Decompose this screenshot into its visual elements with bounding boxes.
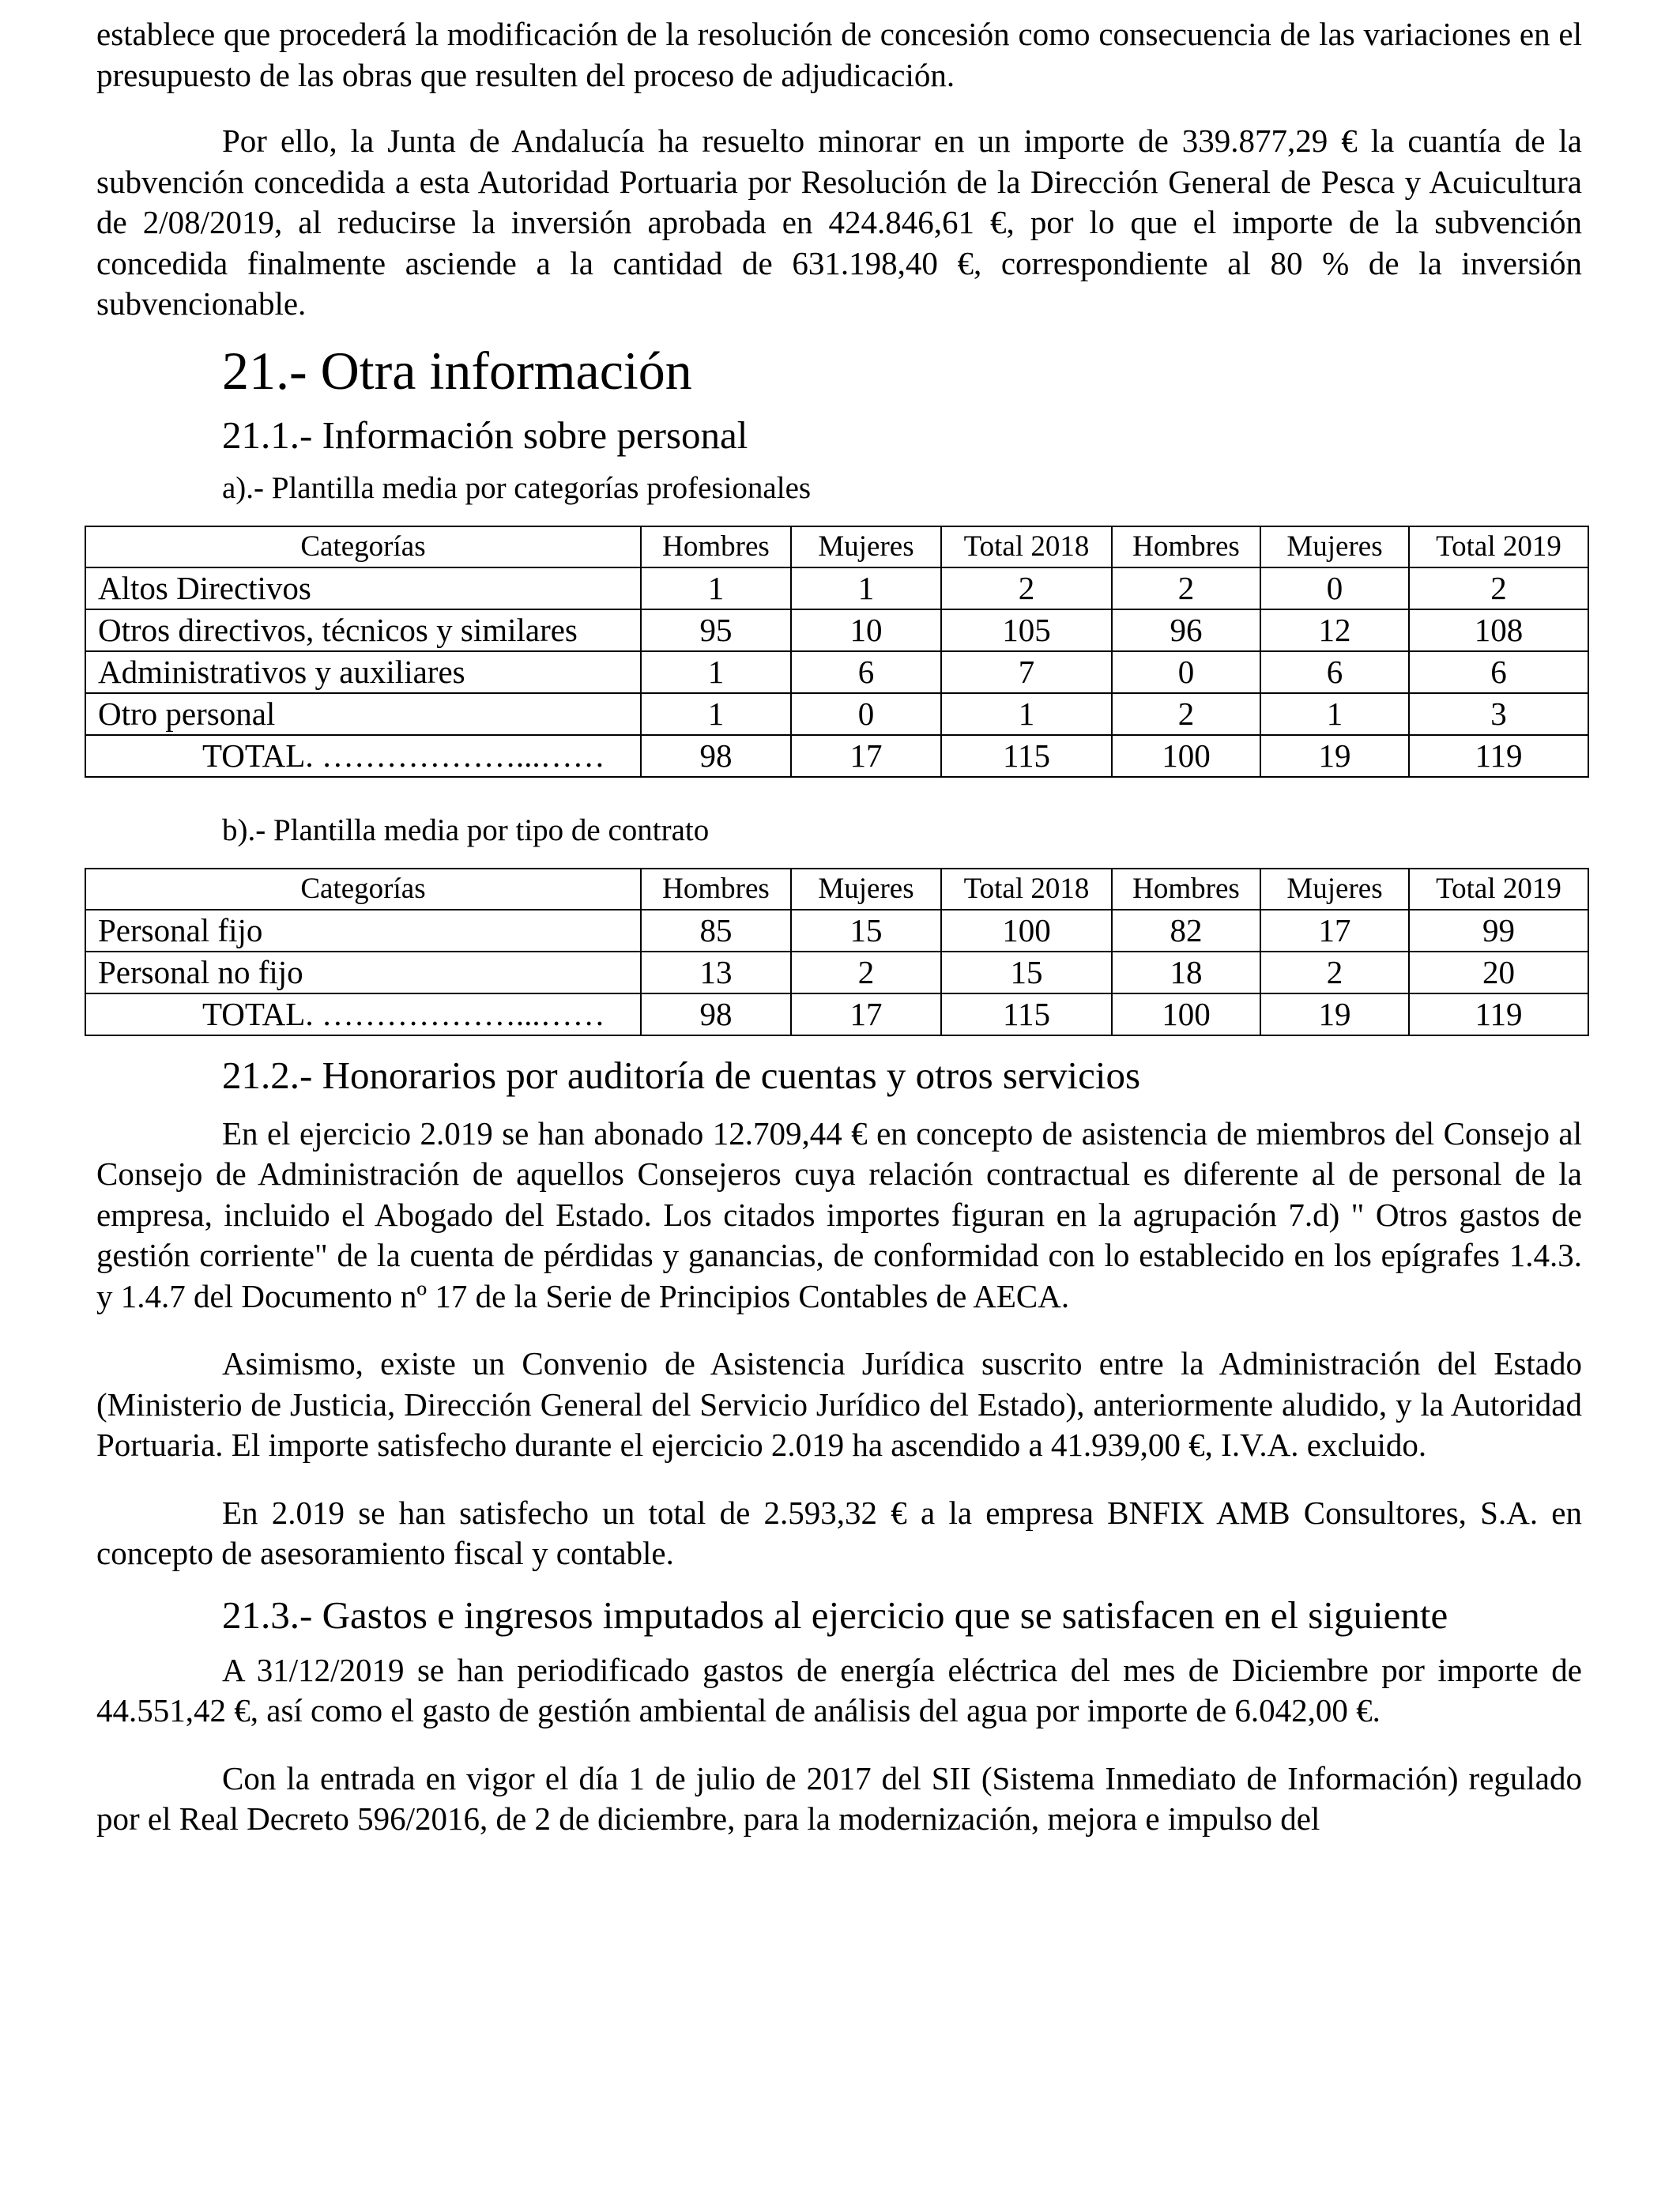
value-cell: 2 [1260,952,1409,993]
header-cell: Categorías [85,526,641,567]
category-cell: Otro personal [85,693,641,735]
header-cell: Hombres [641,526,791,567]
total-value-cell: 19 [1260,735,1409,777]
table-row [85,910,1588,952]
table-row [85,567,1588,609]
total-value-cell: 115 [941,993,1112,1035]
value-cell: 82 [1112,910,1260,952]
value-cell: 0 [1112,651,1260,693]
table-row [85,651,1588,693]
category-cell: Personal no fijo [85,952,641,993]
value-cell: 2 [791,952,941,993]
value-cell: 1 [941,693,1112,735]
total-value-cell: 100 [1112,735,1260,777]
header-cell: Mujeres [791,869,941,910]
table-total-row [85,735,1588,777]
header-cell: Mujeres [1260,869,1409,910]
paragraph-periodificacion: A 31/12/2019 se han periodificado gastos de energía eléctrica del mes de Diciembre por importe de 44.551,42 €, así como el gasto de gestión ambiental de análisis del agua por importe de 6.042,00 €. [96,1651,1582,1728]
table-row [85,693,1588,735]
table-a-caption: a).- Plantilla media por categorías profesionales [222,470,812,505]
category-cell: Personal fijo [85,910,641,952]
value-cell: 17 [1260,910,1409,952]
subsection-heading-21-1: 21.1.- Información sobre personal [222,413,748,457]
value-cell: 15 [941,952,1112,993]
value-cell: 95 [641,609,791,651]
value-cell: 6 [1409,651,1588,693]
value-cell: 18 [1112,952,1260,993]
table-header-row [85,526,1588,567]
value-cell: 10 [791,609,941,651]
value-cell: 15 [791,910,941,952]
value-cell: 100 [941,910,1112,952]
paragraph-intro: establece que procederá la modificación de la resolución de concesión como consecuencia de las variaciones en el presupuesto de las obras que resulten del proceso de adjudicación. [96,16,1582,93]
value-cell: 2 [1112,693,1260,735]
total-value-cell: 119 [1409,735,1588,777]
value-cell: 2 [1409,567,1588,609]
total-value-cell: 17 [791,735,941,777]
value-cell: 3 [1409,693,1588,735]
value-cell: 6 [791,651,941,693]
table-row [85,609,1588,651]
total-label-cell: TOTAL. ………………...…… [85,993,641,1035]
value-cell: 2 [941,567,1112,609]
paragraph-honorarios-consejo: En el ejercicio 2.019 se han abonado 12.709,44 € en concepto de asistencia de miembros del Consejo al Consejo de Administración de aquellos Consejeros cuya relación contractual es diferente al de personal de la empresa, incluido el Abogado del Estado. Los citados importes figuran en la agrupación 7.d) " Otros gastos de gestión corriente" de la cuenta de pérdidas y ganancias, de conformidad con lo establecido en los epígrafes 1.4.3. y 1.4.7 del Documento nº 17 de la Serie de Principios Contables de AECA. [96,1114,1582,1314]
header-cell: Total 2019 [1409,526,1588,567]
table-header-row [85,869,1588,910]
header-cell: Mujeres [1260,526,1409,567]
header-cell: Hombres [1112,869,1260,910]
table-row [85,952,1588,993]
paragraph-convenio-juridico: Asimismo, existe un Convenio de Asistencia Jurídica suscrito entre la Administración del Estado (Ministerio de Justicia, Dirección General del Servicio Jurídico del Estado), anteriormente aludido, y la Autoridad Portuaria. El importe satisfecho durante el ejercicio 2.019 ha ascendido a 41.939,00 €, I.V.A. excluido. [96,1345,1582,1463]
total-value-cell: 98 [641,993,791,1035]
table-plantilla-contrato [85,868,1589,1036]
header-cell: Total 2018 [941,869,1112,910]
header-cell: Hombres [641,869,791,910]
total-value-cell: 119 [1409,993,1588,1035]
value-cell: 1 [1260,693,1409,735]
value-cell: 7 [941,651,1112,693]
value-cell: 2 [1112,567,1260,609]
total-value-cell: 98 [641,735,791,777]
total-value-cell: 100 [1112,993,1260,1035]
document-page [96,14,1582,1840]
subsection-heading-21-2: 21.2.- Honorarios por auditoría de cuentas y otros servicios [222,1053,1141,1097]
total-value-cell: 115 [941,735,1112,777]
paragraph-subvencion: Por ello, la Junta de Andalucía ha resuelto minorar en un importe de 339.877,29 € la cuantía de la subvención concedida a esta Autoridad Portuaria por Resolución de la Dirección General de Pesca y Acuicultura de 2/08/2019, al reducirse la inversión aprobada en 424.846,61 €, por lo que el importe de la subvención concedida finalmente asciende a la cantidad de 631.198,40 €, correspondiente al 80 % de la inversión subvencionable. [96,123,1582,322]
paragraph-sii: Con la entrada en vigor el día 1 de julio de 2017 del SII (Sistema Inmediato de Información) regulado por el Real Decreto 596/2016, de 2 de diciembre, para la modernización, mejora e impulso del [96,1759,1582,1837]
table-plantilla-categorias [85,526,1589,778]
header-cell: Mujeres [791,526,941,567]
value-cell: 0 [791,693,941,735]
total-label-cell: TOTAL. ………………...…… [85,735,641,777]
value-cell: 12 [1260,609,1409,651]
header-cell: Total 2019 [1409,869,1588,910]
table-total-row [85,993,1588,1035]
value-cell: 13 [641,952,791,993]
header-cell: Total 2018 [941,526,1112,567]
value-cell: 20 [1409,952,1588,993]
value-cell: 1 [791,567,941,609]
value-cell: 99 [1409,910,1588,952]
category-cell: Otros directivos, técnicos y similares [85,609,641,651]
value-cell: 0 [1260,567,1409,609]
section-heading-21: 21.- Otra información [222,340,692,401]
category-cell: Altos Directivos [85,567,641,609]
value-cell: 1 [641,651,791,693]
value-cell: 96 [1112,609,1260,651]
paragraph-asesoramiento-fiscal: En 2.019 se han satisfecho un total de 2.593,32 € a la empresa BNFIX AMB Consultores, S.A. en concepto de asesoramiento fiscal y contable. [96,1494,1582,1571]
value-cell: 1 [641,567,791,609]
header-cell: Categorías [85,869,641,910]
total-value-cell: 19 [1260,993,1409,1035]
value-cell: 6 [1260,651,1409,693]
value-cell: 1 [641,693,791,735]
category-cell: Administrativos y auxiliares [85,651,641,693]
total-value-cell: 17 [791,993,941,1035]
table-b-caption: b).- Plantilla media por tipo de contrato [222,812,710,847]
value-cell: 85 [641,910,791,952]
header-cell: Hombres [1112,526,1260,567]
subsection-heading-21-3: 21.3.- Gastos e ingresos imputados al ejercicio que se satisfacen en el siguiente [222,1593,1448,1637]
value-cell: 108 [1409,609,1588,651]
value-cell: 105 [941,609,1112,651]
